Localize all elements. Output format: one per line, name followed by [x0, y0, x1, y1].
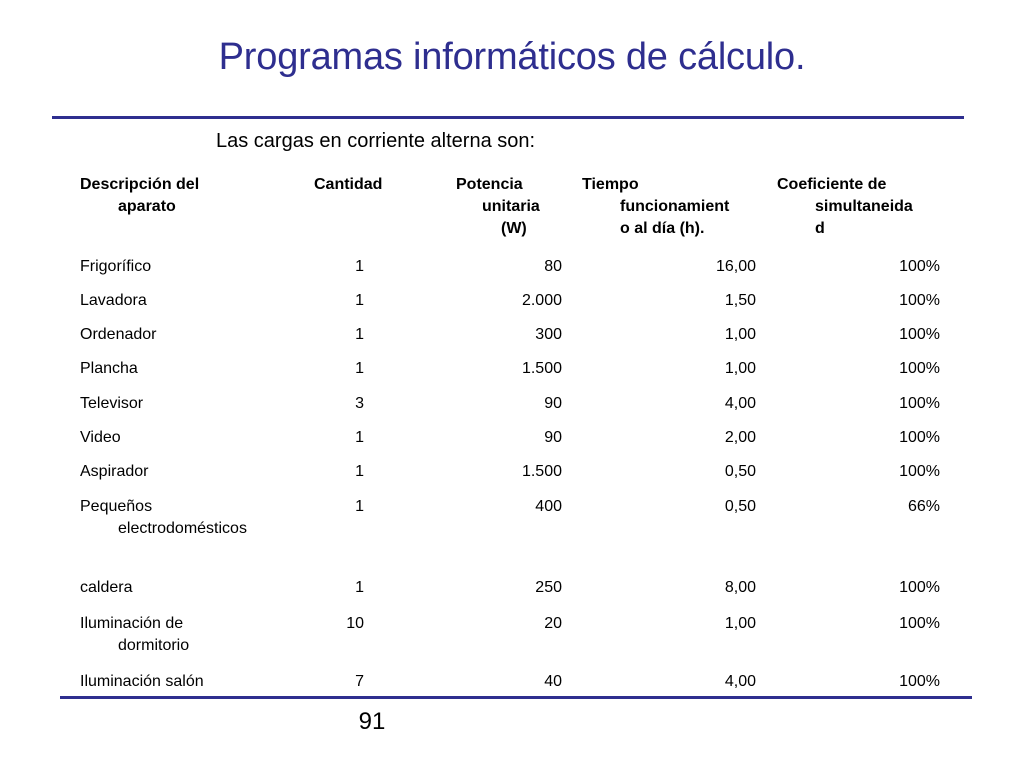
cell-descripcion	[80, 461, 300, 483]
header-coeficiente-line: Coeficiente de	[777, 176, 887, 193]
cell-cantidad: 1	[355, 292, 364, 309]
cell-potencia: 1.500	[521, 360, 562, 377]
cell-descripcion	[80, 393, 300, 415]
cell-descripcion	[80, 256, 300, 278]
cell-cantidad: 3	[355, 395, 364, 412]
slide-title: Programas informáticos de cálculo.	[218, 36, 806, 78]
cell-descripcion	[80, 427, 300, 449]
cell-tiempo: 0,50	[724, 463, 756, 480]
cell-tiempo: 0,50	[724, 498, 756, 515]
cell-cantidad: 1	[355, 579, 364, 596]
cell-coeficiente: 100%	[899, 429, 940, 446]
header-potencia-line: unitaria	[482, 198, 540, 215]
header-tiempo-line: Tiempo	[582, 176, 639, 193]
cell-coeficiente: 100%	[899, 673, 940, 690]
cell-potencia: 250	[535, 579, 562, 596]
cell-cantidad: 1	[355, 498, 364, 515]
top-divider	[52, 116, 964, 119]
cell-tiempo: 16,00	[715, 258, 756, 275]
cell-descripcion	[80, 577, 300, 599]
cell-descripcion	[80, 290, 300, 312]
cell-coeficiente: 66%	[907, 498, 940, 515]
cell-potencia: 2.000	[521, 292, 562, 309]
header-potencia	[456, 174, 560, 240]
cell-tiempo: 1,50	[724, 292, 756, 309]
cell-coeficiente: 100%	[899, 326, 940, 343]
cell-descripcion-line: Pequeños	[80, 498, 153, 515]
cell-cantidad: 1	[355, 360, 364, 377]
cell-descripcion	[80, 358, 300, 380]
header-potencia-line: Potencia	[456, 176, 523, 193]
cell-potencia: 300	[535, 326, 562, 343]
cell-potencia: 400	[535, 498, 562, 515]
cell-tiempo: 8,00	[724, 579, 756, 596]
header-coeficiente-line: simultaneida	[815, 198, 913, 215]
cell-tiempo: 1,00	[724, 615, 756, 632]
cell-coeficiente: 100%	[899, 258, 940, 275]
cell-potencia: 40	[544, 673, 562, 690]
header-tiempo	[582, 174, 762, 240]
header-cantidad	[314, 174, 382, 196]
cell-coeficiente: 100%	[899, 463, 940, 480]
cell-cantidad: 7	[355, 673, 364, 690]
header-coeficiente-line: d	[815, 220, 825, 237]
cell-descripcion-line: Video	[80, 429, 121, 446]
header-descripcion	[80, 174, 300, 218]
cell-descripcion-line: Iluminación de	[80, 615, 184, 632]
cell-potencia: 90	[544, 395, 562, 412]
cell-descripcion-line: Lavadora	[80, 292, 147, 309]
cell-coeficiente: 100%	[899, 579, 940, 596]
cell-descripcion-line: dormitorio	[118, 637, 190, 654]
cell-descripcion-line: electrodomésticos	[118, 520, 247, 537]
cell-descripcion-line: caldera	[80, 579, 133, 596]
cell-descripcion-line: Aspirador	[80, 463, 149, 480]
bottom-divider	[60, 696, 972, 699]
cell-cantidad: 1	[355, 258, 364, 275]
cell-coeficiente: 100%	[899, 292, 940, 309]
cell-descripcion-line: Plancha	[80, 360, 138, 377]
header-descripcion-line: aparato	[118, 198, 176, 215]
cell-tiempo: 1,00	[724, 360, 756, 377]
cell-descripcion	[80, 496, 300, 540]
header-descripcion-line: Descripción del	[80, 176, 200, 193]
cell-tiempo: 4,00	[724, 395, 756, 412]
cell-tiempo: 2,00	[724, 429, 756, 446]
cell-descripcion-line: Iluminación salón	[80, 673, 204, 690]
header-cantidad-line: Cantidad	[314, 176, 383, 193]
cell-cantidad: 1	[355, 326, 364, 343]
header-tiempo-line: o al día (h).	[620, 220, 705, 237]
slide-subtitle: Las cargas en corriente alterna son:	[216, 130, 536, 152]
cell-descripcion-line: Frigorífico	[80, 258, 152, 275]
cell-potencia: 80	[544, 258, 562, 275]
cell-potencia: 1.500	[521, 463, 562, 480]
page-number: 91	[358, 708, 386, 735]
header-coeficiente	[777, 174, 947, 240]
cell-potencia: 20	[544, 615, 562, 632]
cell-descripcion	[80, 671, 300, 693]
cell-tiempo: 4,00	[724, 673, 756, 690]
cell-descripcion	[80, 324, 300, 346]
cell-descripcion	[80, 613, 300, 657]
cell-coeficiente: 100%	[899, 360, 940, 377]
cell-cantidad: 1	[355, 463, 364, 480]
header-potencia-line: (W)	[501, 220, 527, 237]
cell-cantidad: 1	[355, 429, 364, 446]
header-tiempo-line: funcionamient	[620, 198, 730, 215]
cell-coeficiente: 100%	[899, 615, 940, 632]
cell-descripcion-line: Televisor	[80, 395, 144, 412]
cell-tiempo: 1,00	[724, 326, 756, 343]
cell-descripcion-line: Ordenador	[80, 326, 157, 343]
cell-potencia: 90	[544, 429, 562, 446]
cell-cantidad: 10	[346, 615, 364, 632]
cell-coeficiente: 100%	[899, 395, 940, 412]
